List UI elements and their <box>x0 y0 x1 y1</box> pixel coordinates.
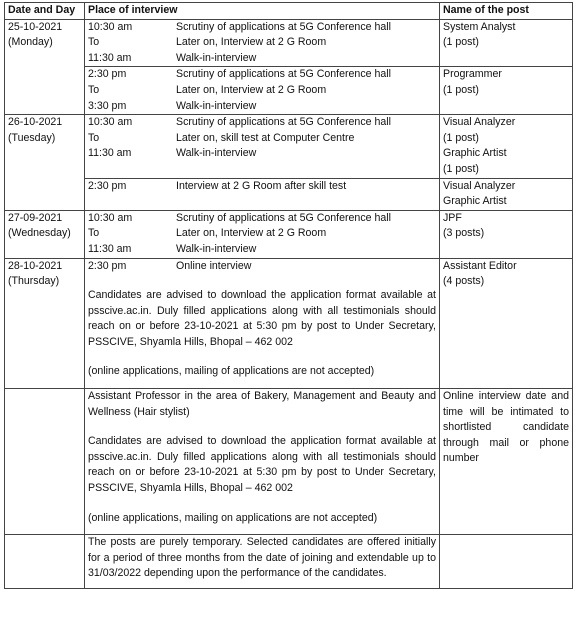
post-line: System Analyst <box>443 20 516 33</box>
place-line: Later on, Interview at 2 G Room <box>176 83 327 96</box>
date-cell <box>5 115 85 211</box>
application-notice: Candidates are advised to download the application format available at psscive.ac.in. Duly filled applications along with all testimonials should reach on or before 23-10-2021 at 5:30 pm by post to Under Secretary, PSSCIVE, Shyamla Hills, Bhopal – 462 002 <box>88 289 436 348</box>
table-row <box>5 535 573 589</box>
post-cell <box>440 115 573 178</box>
time-line: 3:30 pm <box>88 99 127 112</box>
online-interview-info: Online interview date and time will be intimated to shortlisted candidate through mail or phone number <box>443 390 569 465</box>
date-cell <box>5 258 85 389</box>
day: (Tuesday) <box>8 131 56 144</box>
header-post: Name of the post <box>440 3 573 20</box>
place-cell <box>85 178 440 210</box>
place-cell <box>85 535 440 589</box>
day: (Monday) <box>8 36 53 49</box>
post-cell <box>440 19 573 67</box>
date: 25-10-2021 <box>8 20 63 33</box>
post-line: Assistant Editor <box>443 259 517 272</box>
table-row <box>5 389 573 535</box>
place-cell <box>85 19 440 67</box>
place-line: Walk-in-interview <box>176 51 257 64</box>
time-line: 2:30 pm <box>88 259 127 272</box>
time-line: 2:30 pm <box>88 179 127 192</box>
place-line: Later on, Interview at 2 G Room <box>176 36 327 49</box>
place-line: Later on, Interview at 2 G Room <box>176 227 327 240</box>
place-cell <box>85 258 440 389</box>
application-note: (online applications, mailing on applications are not accepted) <box>88 511 378 524</box>
time-line: 10:30 am <box>88 20 133 33</box>
time-line: To <box>88 36 100 49</box>
table-row <box>5 115 573 178</box>
post-cell <box>440 210 573 258</box>
post-line: Visual Analyzer <box>443 179 516 192</box>
place-cell <box>85 210 440 258</box>
place-line: Walk-in-interview <box>176 147 257 160</box>
post-line: (4 posts) <box>443 275 485 288</box>
time-line: To <box>88 227 100 240</box>
date: 26-10-2021 <box>8 116 63 129</box>
date: 28-10-2021 <box>8 259 63 272</box>
time-line: 11:30 am <box>88 51 132 64</box>
post-line: JPF <box>443 211 462 224</box>
place-cell <box>85 67 440 115</box>
table-row <box>5 19 573 67</box>
time-line: To <box>88 83 100 96</box>
day: (Thursday) <box>8 275 60 288</box>
post-line: (3 posts) <box>443 227 485 240</box>
assistant-professor-title: Assistant Professor in the area of Bakery, Management and Beauty and Wellness (Hair stylist) <box>88 390 436 418</box>
interview-schedule-table <box>4 2 573 589</box>
table-row <box>5 178 573 210</box>
time-line: 11:30 am <box>88 147 132 160</box>
date-cell <box>5 19 85 115</box>
place-line: Walk-in-interview <box>176 99 257 112</box>
post-line: (1 post) <box>443 83 479 96</box>
date-cell <box>5 210 85 258</box>
place-line: Interview at 2 G Room after skill test <box>176 179 347 192</box>
post-line: Graphic Artist <box>443 195 507 208</box>
post-cell <box>440 389 573 535</box>
header-date-day: Date and Day <box>5 3 85 20</box>
table-row <box>5 258 573 389</box>
application-note: (online applications, mailing of applications are not accepted) <box>88 365 375 378</box>
date: 27-09-2021 <box>8 211 63 224</box>
day: (Wednesday) <box>8 227 71 240</box>
post-cell <box>440 258 573 389</box>
post-cell-empty <box>440 535 573 589</box>
post-cell <box>440 67 573 115</box>
table-row <box>5 67 573 115</box>
date-cell-empty <box>5 389 85 535</box>
temporary-posts-note: The posts are purely temporary. Selected candidates are offered initially for a period of three months from the date of joining and extendable up to 31/03/2022 depending upon the performance of the candidates. <box>88 536 436 580</box>
post-cell <box>440 178 573 210</box>
post-line: Graphic Artist <box>443 147 507 160</box>
place-line: Scrutiny of applications at 5G Conference hall <box>176 211 391 224</box>
place-line: Scrutiny of applications at 5G Conference hall <box>176 116 391 129</box>
post-line: (1 post) <box>443 36 479 49</box>
time-line: 10:30 am <box>88 211 133 224</box>
time-line: To <box>88 131 100 144</box>
post-line: Visual Analyzer <box>443 116 516 129</box>
header-place: Place of interview <box>85 3 440 20</box>
time-line: 10:30 am <box>88 116 133 129</box>
place-cell <box>85 115 440 178</box>
header-row <box>5 3 573 20</box>
place-line: Walk-in-interview <box>176 242 257 255</box>
place-line: Later on, skill test at Computer Centre <box>176 131 355 144</box>
table-row <box>5 210 573 258</box>
post-line: Programmer <box>443 68 502 81</box>
place-line: Scrutiny of applications at 5G Conference hall <box>176 20 391 33</box>
time-line: 11:30 am <box>88 242 132 255</box>
application-notice: Candidates are advised to download the application format available at psscive.ac.in. Duly filled applications along with all testimonials should reach on or before 23-10-2021 at 5:30 pm by post to Under Secretary, PSSCIVE, Shyamla Hills, Bhopal – 462 002 <box>88 435 436 495</box>
date-cell-empty <box>5 535 85 589</box>
place-line: Scrutiny of applications at 5G Conference hall <box>176 68 391 81</box>
post-line: (1 post) <box>443 131 479 144</box>
place-line: Online interview <box>176 259 252 272</box>
post-line: (1 post) <box>443 162 479 175</box>
place-cell <box>85 389 440 535</box>
time-line: 2:30 pm <box>88 68 127 81</box>
